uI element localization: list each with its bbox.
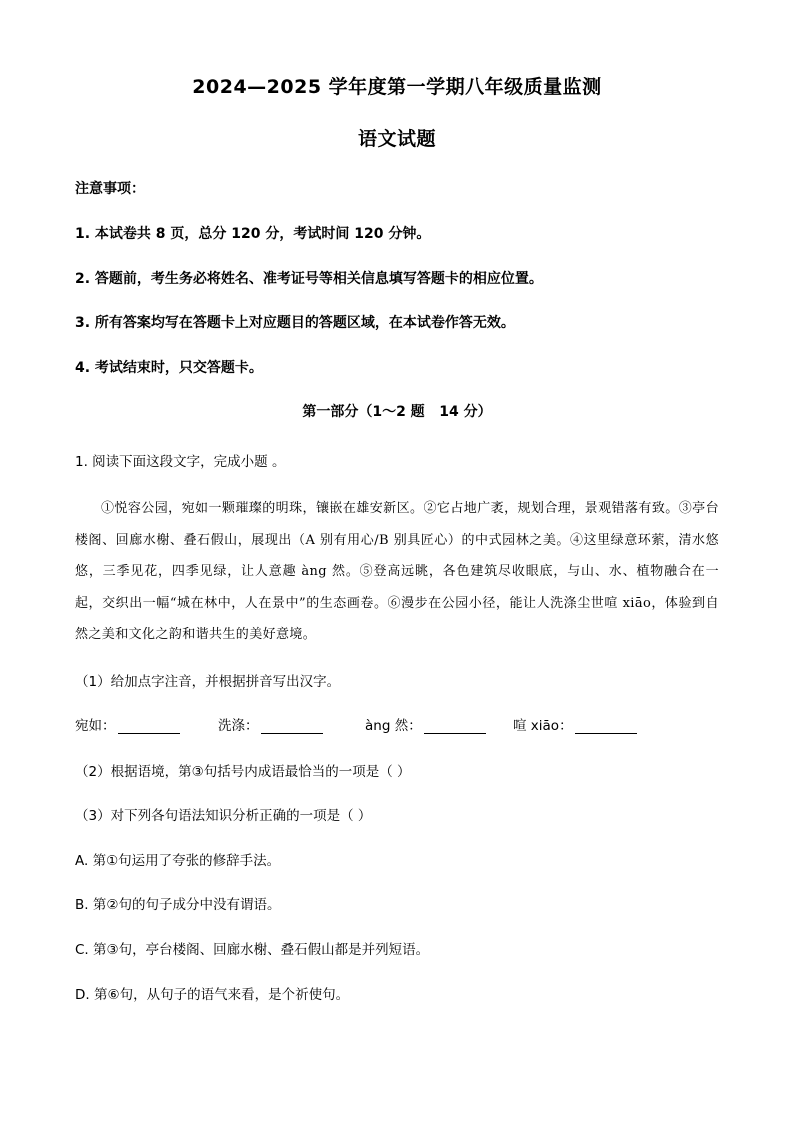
section-title: 第一部分（1～2 题 14 分） bbox=[302, 404, 492, 420]
exam-subtitle: 语文试题 bbox=[357, 128, 436, 150]
blank-label: 喧 xiāo： bbox=[513, 718, 573, 734]
note-item-4: 4. 考试结束时，只交答题卡。 bbox=[75, 360, 263, 376]
blank-label: àng 然： bbox=[365, 718, 422, 734]
sub-question-3: （3）对下列各句语法知识分析正确的一项是（ ） bbox=[75, 808, 372, 824]
answer-blank bbox=[424, 719, 486, 734]
blank-item-angran bbox=[365, 714, 486, 734]
note-item-2: 2. 答题前，考生务必将姓名、准考证号等相关信息填写答题卡的相应位置。 bbox=[75, 271, 543, 287]
option-c: C. 第③句，亭台楼阁、回廊水榭、叠石假山都是并列短语。 bbox=[75, 942, 430, 958]
blank-item-wanru bbox=[75, 714, 180, 734]
sub-question-1: （1）给加点字注音，并根据拼音写出汉字。 bbox=[75, 674, 341, 690]
blank-label: 洗涤： bbox=[218, 718, 259, 734]
option-d: D. 第⑥句，从句子的语气来看，是个祈使句。 bbox=[75, 987, 350, 1003]
notes-heading: 注意事项： bbox=[75, 181, 145, 197]
question-1-passage: ①悦容公园，宛如一颗璀璨的明珠，镶嵌在雄安新区。②它占地广袤，规划合理，景观错落有致。③亭台楼阁、回廊水榭、叠石假山，展现出（A 别有用心/B 别具匠心）的中式园林之美。④这里绿意环萦，清水悠悠，三季见花，四季见绿，让人意趣 àng 然。⑤登高远眺，各色建筑尽收眼底，与山、水、植物融合在一起，交织出一幅“城在林中，人在景中”的生态画卷。⑥漫步在公园小径，能让人洗涤尘世喧 xiāo，体验到自然之美和文化之韵和谐共生的美好意境。 bbox=[75, 501, 719, 642]
blank-item-xuanxiao bbox=[513, 714, 637, 734]
note-item-3: 3. 所有答案均写在答题卡上对应题目的答题区域，在本试卷作答无效。 bbox=[75, 315, 515, 331]
note-item-1: 1. 本试卷共 8 页，总分 120 分，考试时间 120 分钟。 bbox=[75, 226, 431, 242]
option-a: A. 第①句运用了夸张的修辞手法。 bbox=[75, 853, 281, 869]
question-1-stem: 1. 阅读下面这段文字，完成小题 。 bbox=[75, 454, 286, 470]
answer-blank bbox=[261, 719, 323, 734]
option-b: B. 第②句的句子成分中没有谓语。 bbox=[75, 897, 281, 913]
sub-question-2: （2）根据语境，第③句括号内成语最恰当的一项是（ ） bbox=[75, 764, 411, 780]
blank-label: 宛如： bbox=[75, 718, 116, 734]
answer-blank bbox=[575, 719, 637, 734]
answer-blank bbox=[118, 719, 180, 734]
blank-item-xidi bbox=[218, 714, 323, 734]
exam-title: 2024—2025 学年度第一学期八年级质量监测 bbox=[192, 76, 602, 98]
